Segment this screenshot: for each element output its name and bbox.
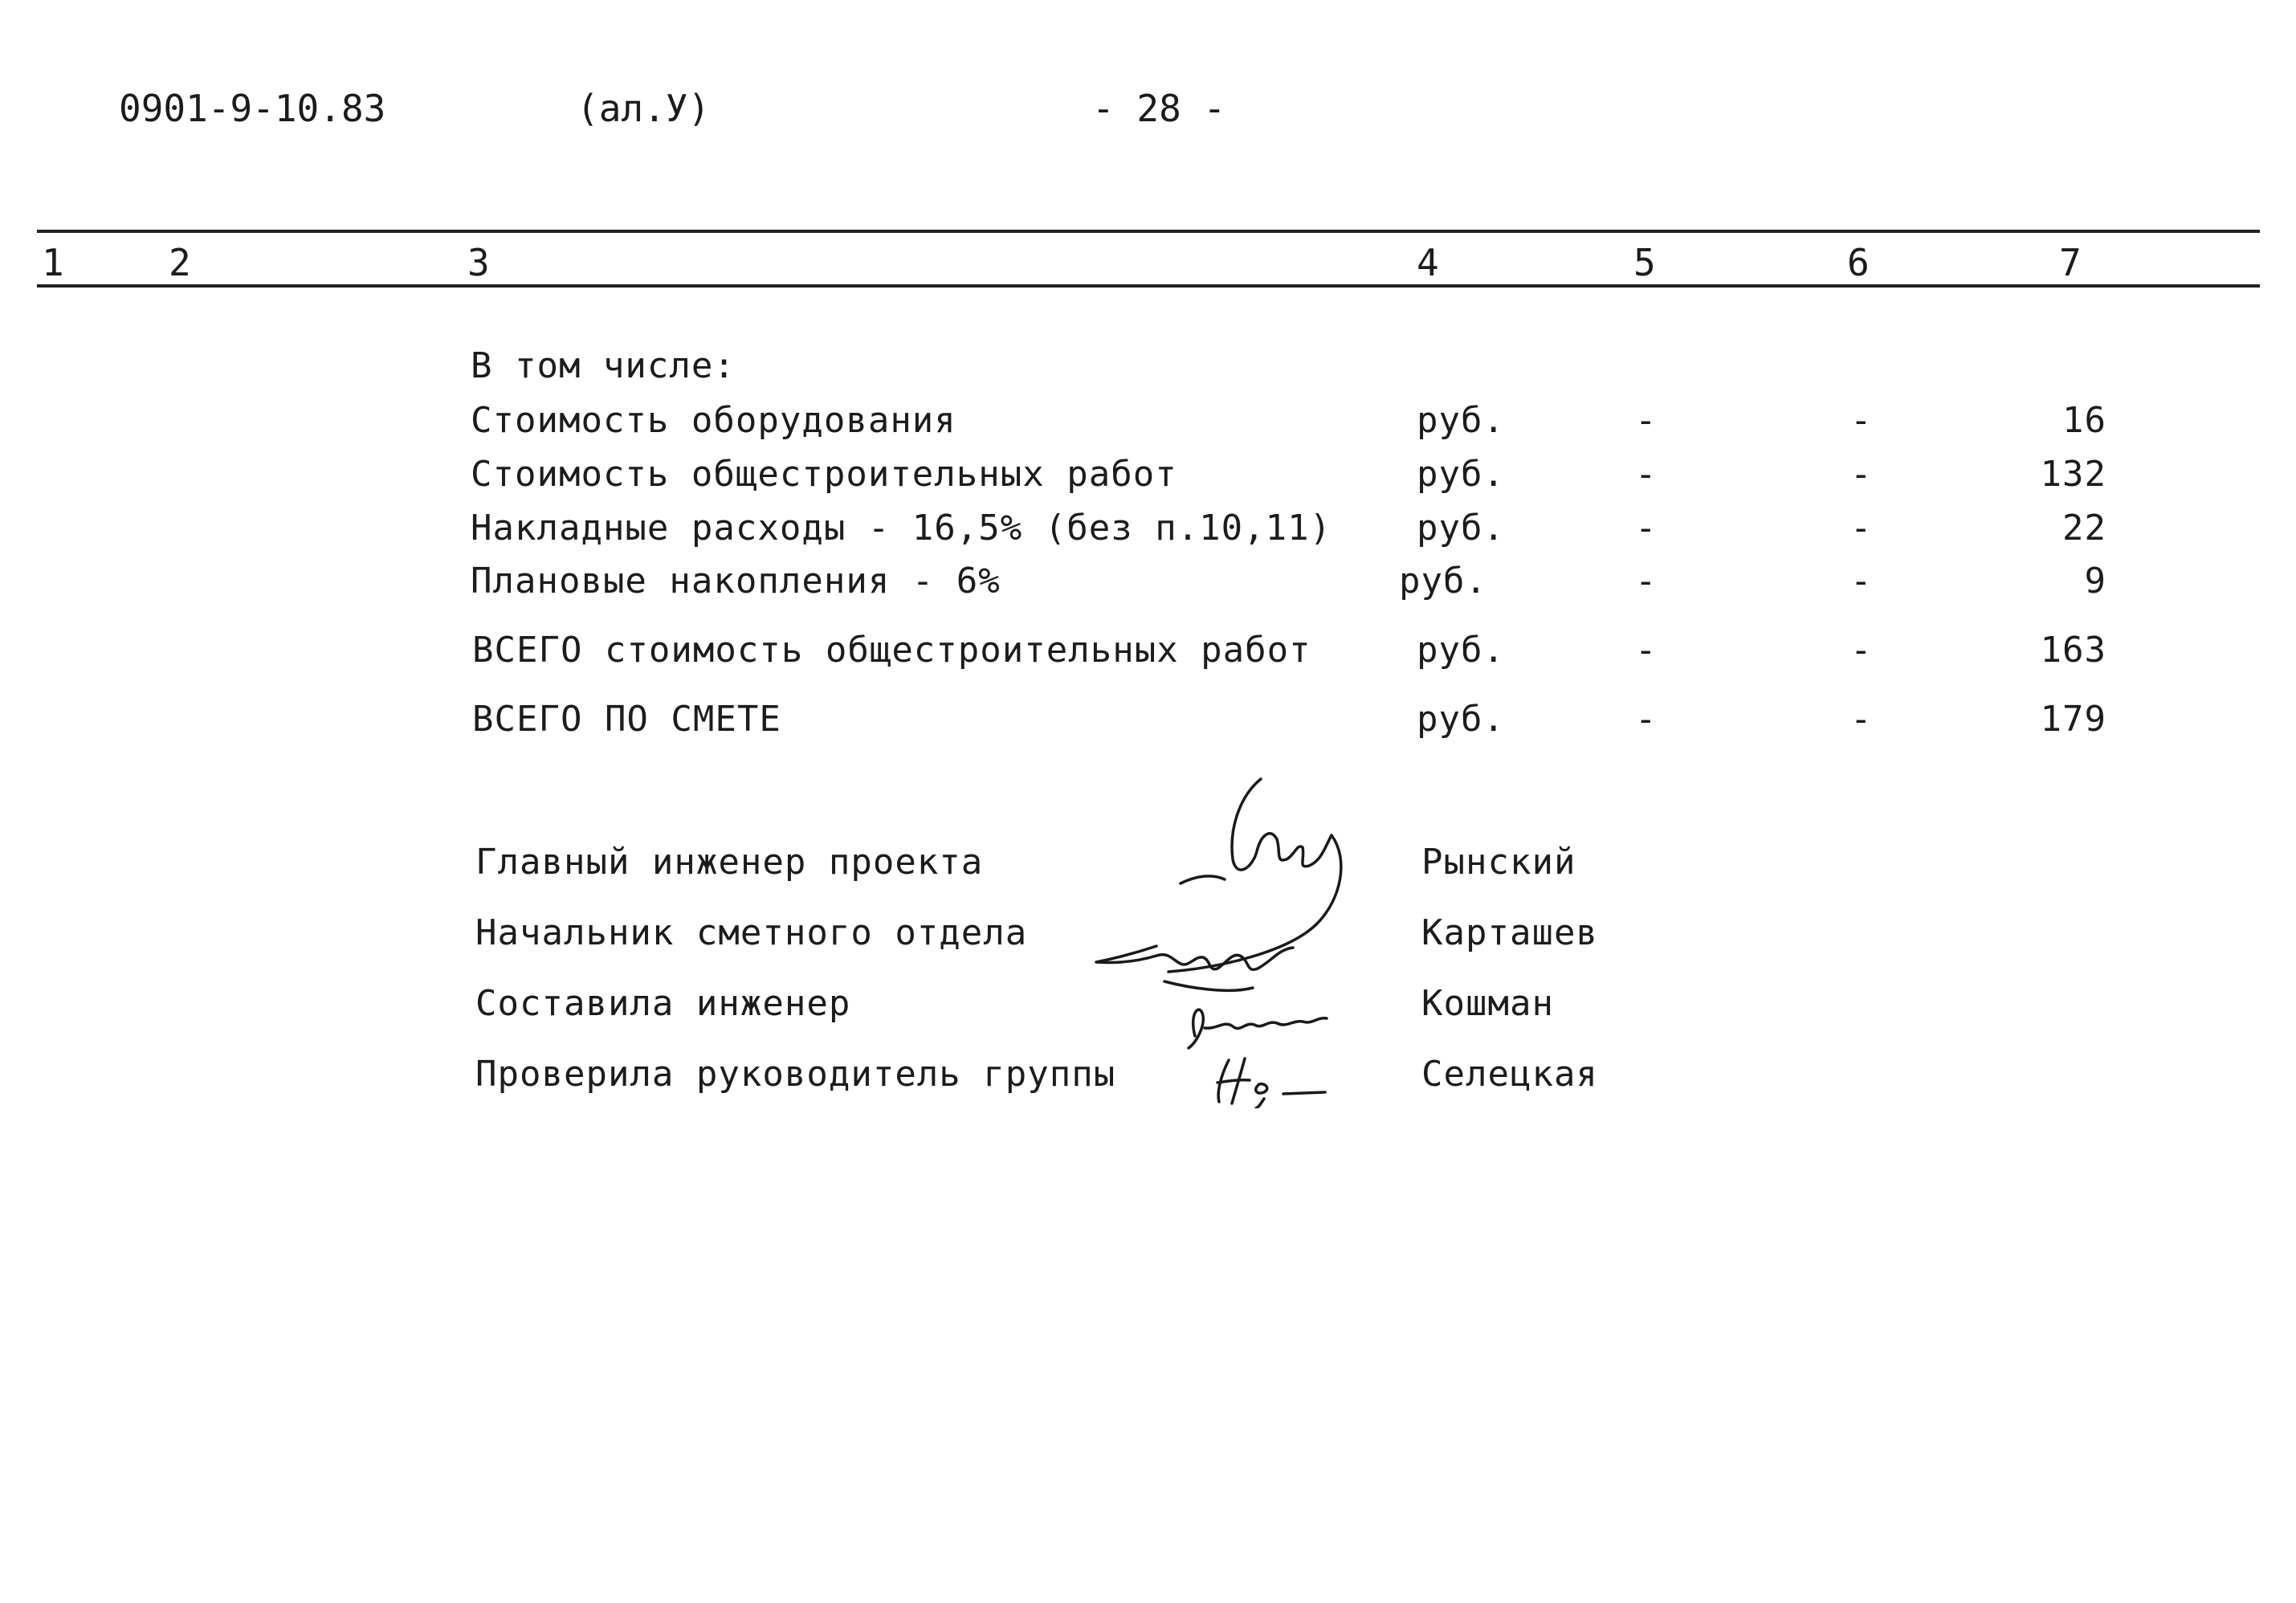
column-number-7: 7 <box>2059 241 2082 284</box>
signer-name: Кошман <box>1421 983 1554 1024</box>
column-number-6: 6 <box>1847 241 1870 284</box>
row-unit: руб. <box>1417 454 1505 495</box>
row-col7: 22 <box>2062 508 2106 549</box>
row-col5: - <box>1635 630 1658 671</box>
row-col5: - <box>1635 400 1658 441</box>
row-unit: руб. <box>1417 400 1505 441</box>
signer-role: Главный инженер проекта <box>475 842 984 883</box>
row-col6: - <box>1850 400 1873 441</box>
column-number-1: 1 <box>42 241 64 284</box>
album-number: (ал.У) <box>577 87 711 130</box>
signer-role: Составила инженер <box>475 983 851 1024</box>
signer-name: Рынский <box>1421 842 1576 883</box>
row-col7: 163 <box>2040 630 2106 671</box>
row-unit: руб. <box>1399 561 1487 602</box>
column-number-2: 2 <box>169 241 191 284</box>
row-label: Плановые накопления - 6% <box>471 561 1001 602</box>
row-unit: руб. <box>1417 699 1505 740</box>
column-number-5: 5 <box>1633 241 1656 284</box>
signer-name: Селецкая <box>1421 1054 1598 1095</box>
row-unit: руб. <box>1417 630 1505 671</box>
row-label: ВСЕГО стоимость общестроительных работ <box>472 630 1311 671</box>
table-header-bottom-rule <box>37 284 2260 288</box>
signer-role: Начальник сметного отдела <box>475 912 1028 953</box>
row-label: В том числе: <box>471 345 736 386</box>
row-col5: - <box>1635 699 1658 740</box>
row-col7: 132 <box>2040 454 2106 495</box>
row-label: Стоимость оборудования <box>471 400 956 441</box>
row-col6: - <box>1850 454 1873 495</box>
handwritten-signatures-graphic <box>1060 771 1413 1108</box>
row-label: Стоимость общестроительных работ <box>471 454 1177 495</box>
row-col5: - <box>1635 561 1658 602</box>
row-label: Накладные расходы - 16,5% (без п.10,11) <box>471 508 1332 549</box>
signer-role: Проверила руководитель группы <box>475 1054 1116 1095</box>
row-col7: 16 <box>2062 400 2106 441</box>
row-label: ВСЕГО ПО СМЕТЕ <box>472 699 781 740</box>
row-col5: - <box>1635 508 1658 549</box>
column-number-4: 4 <box>1417 241 1439 284</box>
column-number-3: 3 <box>467 241 490 284</box>
signer-name: Карташев <box>1421 912 1598 953</box>
row-col7: 9 <box>2084 561 2106 602</box>
row-col6: - <box>1850 561 1873 602</box>
row-col6: - <box>1850 508 1873 549</box>
row-col6: - <box>1850 630 1873 671</box>
row-col7: 179 <box>2040 699 2106 740</box>
table-top-rule <box>37 230 2260 233</box>
document-code: 0901-9-10.83 <box>119 87 386 130</box>
row-unit: руб. <box>1417 508 1505 549</box>
row-col5: - <box>1635 454 1658 495</box>
row-col6: - <box>1850 699 1873 740</box>
page-number: - 28 - <box>1092 87 1226 130</box>
